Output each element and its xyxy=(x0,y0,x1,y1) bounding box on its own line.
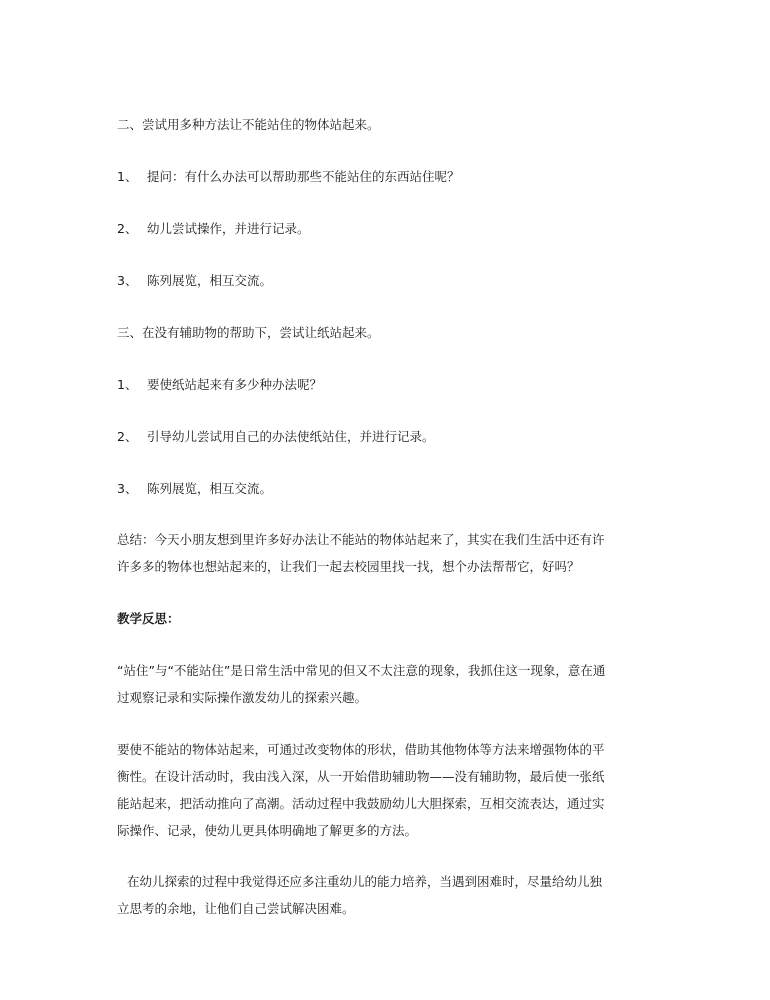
section2-item-3 xyxy=(117,267,657,295)
item-text: 引导幼儿尝试用自己的办法使纸站住，并进行记录。 xyxy=(147,429,435,444)
item-text: 幼儿尝试操作，并进行记录。 xyxy=(147,221,310,236)
reflection-para3-line-1: 在幼儿探索的过程中我觉得还应多注重幼儿的能力培养，当遇到困难时，尽量给幼儿独 xyxy=(127,874,603,889)
item-number: 3、 xyxy=(117,481,138,496)
item-number: 1、 xyxy=(117,169,138,184)
section3-item-3 xyxy=(117,475,657,503)
item-number: 1、 xyxy=(117,377,138,392)
reflection-para1-line-2: 过观察记录和实际操作激发幼儿的探索兴趣。 xyxy=(117,690,368,705)
item-number: 2、 xyxy=(117,221,138,236)
item-text: 陈列展览，相互交流。 xyxy=(147,273,273,288)
item-number: 3、 xyxy=(117,273,138,288)
reflection-para2-line-1: 要使不能站的物体站起来，可通过改变物体的形状，借助其他物体等方法来增强物体的平 xyxy=(117,742,605,757)
section3-item-1 xyxy=(117,371,657,399)
reflection-para2-line-2: 衡性。在设计活动时，我由浅入深，从一开始借助辅助物——没有辅助物，最后使一张纸 xyxy=(117,769,605,784)
summary-line-1: 总结：今天小朋友想到里许多好办法让不能站的物体站起来了，其实在我们生活中还有许 xyxy=(117,532,605,547)
item-text: 陈列展览，相互交流。 xyxy=(147,481,273,496)
section2-item-1 xyxy=(117,163,657,191)
reflection-para1-line-1: “站住”与“不能站住”是日常生活中常见的但又不太注意的现象，我抓住这一现象，意在通 xyxy=(117,663,606,678)
section3-item-2 xyxy=(117,423,657,451)
reflection-para2-line-3: 能站起来，把活动推向了高潮。活动过程中我鼓励幼儿大胆探索，互相交流表达，通过实 xyxy=(117,796,605,811)
section3-heading: 三、在没有辅助物的帮助下，尝试让纸站起来。 xyxy=(117,325,380,340)
section2-heading: 二、尝试用多种方法让不能站住的物体站起来。 xyxy=(117,117,380,132)
reflection-para2-line-4: 际操作、记录，使幼儿更具体明确地了解更多的方法。 xyxy=(117,823,418,838)
reflection-heading: 教学反思： xyxy=(117,611,180,626)
summary-line-2: 许多多的物体也想站起来的，让我们一起去校园里找一找，想个办法帮帮它，好吗？ xyxy=(117,559,580,574)
item-text: 要使纸站起来有多少种办法呢？ xyxy=(147,377,323,392)
reflection-para3-line-2: 立思考的余地，让他们自己尝试解决困难。 xyxy=(117,901,355,916)
item-text: 提问：有什么办法可以帮助那些不能站住的东西站住呢？ xyxy=(147,169,460,184)
section2-item-2 xyxy=(117,215,657,243)
item-number: 2、 xyxy=(117,429,138,444)
